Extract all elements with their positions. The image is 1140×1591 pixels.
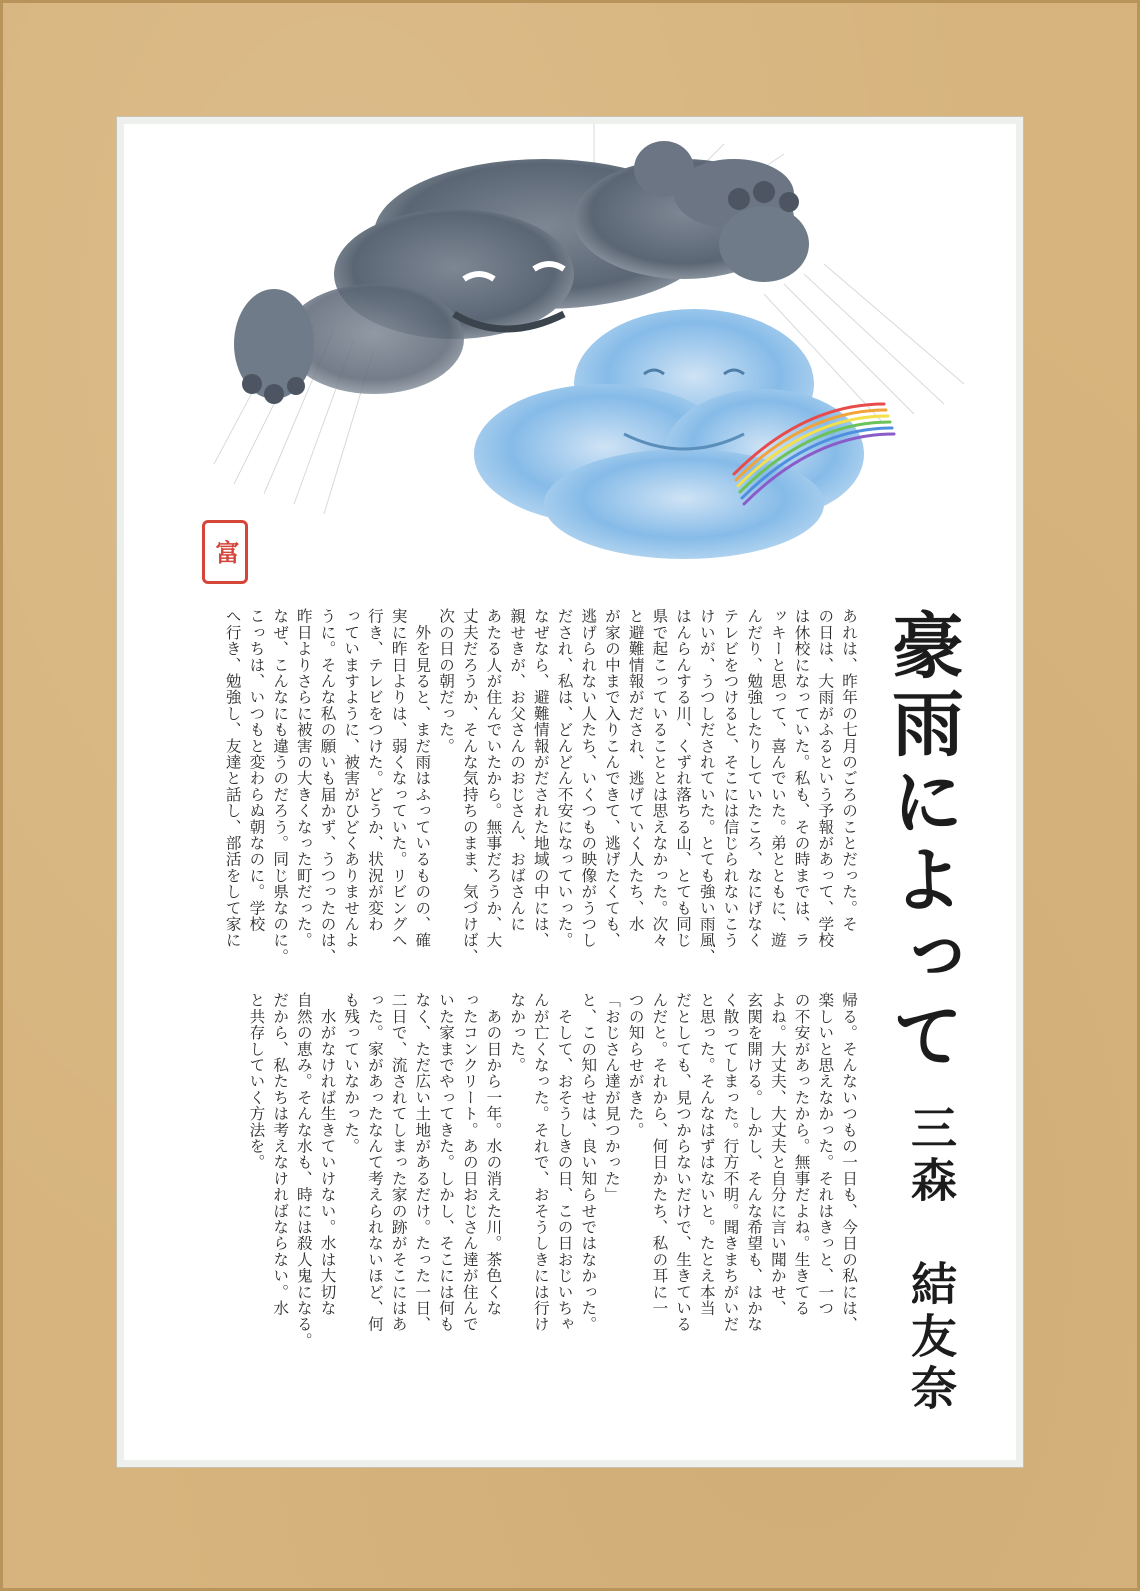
essay-line: あの日から一年。水の消えた川。茶色くな — [484, 992, 503, 1316]
essay-line: く散ってしまった。行方不明。聞きまちがいだ — [721, 992, 740, 1333]
essay-line: 実に昨日よりは、弱くなっていた。リビングへ — [389, 608, 408, 949]
essay-line: と共存していく方法を。 — [247, 992, 266, 1171]
essay-line: の日は、大雨がふるという予報があって、学校 — [816, 608, 835, 949]
essay-line: 楽しいと思えなかった。それはきっと、一つ — [816, 992, 835, 1316]
essay-line: と避難情報がだされ、逃げていく人たち、水 — [626, 608, 645, 932]
essay-line: 玄関を開ける。しかし、そんな希望も、はかな — [745, 992, 764, 1333]
blue-cloud-icon — [474, 309, 864, 559]
essay-line: へ行き、勉強し、友達と話し、部活をして家に — [223, 608, 242, 949]
essay-line: 水がなければ生きていけない。水は大切な — [318, 992, 337, 1316]
essay-line: はんらんする川、くずれ落ちる山、とても同じ — [674, 608, 693, 949]
essay-line: は休校になっていた。私も、その時までは、ラ — [792, 608, 811, 949]
seal-text: 富 — [211, 540, 240, 564]
essay-line: んだり、勉強したりしていたころ、なにげなく — [745, 608, 764, 949]
essay-line: あれは、昨年の七月のごろのことだった。そ — [840, 608, 858, 932]
essay-line: そして、おそうしきの日、この日おじいちゃ — [555, 992, 574, 1333]
essay-line: 次の日の朝だった。 — [437, 608, 456, 754]
essay-line: だから、私たちは考えなければならない。水 — [271, 992, 290, 1316]
essay-line: が家の中まで入りこんできて、逃げたくても、 — [602, 608, 621, 949]
essay-line: よね。大丈夫、大丈夫と自分に言い聞かせ、 — [768, 992, 787, 1316]
essay-line: 二日で、流されてしまった家の跡がそこにはあ — [389, 992, 408, 1333]
essay-line: 外を見ると、まだ雨はふっているものの、確 — [413, 608, 432, 949]
essay-line: っていますように、被害がひどくありませんよ — [342, 608, 361, 949]
essay-line: なぜなら、避難情報がだされた地域の中には、 — [531, 608, 550, 949]
essay-title: 豪雨によって — [880, 608, 965, 1076]
essay-line: の不安があったから。無事だよね。生きてる — [792, 992, 811, 1316]
essay-line: 丈夫だろうか、そんな気持ちのまま、気づけば、 — [460, 608, 479, 965]
essay-line: だされ、私は、どんどん不安になっていった。 — [555, 608, 574, 949]
essay-line: も残っていなかった。 — [342, 992, 361, 1154]
essay-line: った。家があったなんて考えられないほど、何 — [365, 992, 384, 1333]
essay-line: だとしても、見つからないだけで、生きている — [674, 992, 693, 1333]
storm-illustration — [124, 124, 1016, 594]
essay-line: 親せきが、お父さんのおじさん、おばさんに — [508, 608, 527, 932]
essay-line: いた家までやってきた。しかし、そこには何も — [437, 992, 456, 1333]
essay-line: なぜ、こんなにも違うのだろう。同じ県なのに。 — [271, 608, 290, 965]
essay-line: 帰る。そんないつもの一日も、今日の私には、 — [840, 992, 858, 1333]
author-name: 三森 結友奈 — [904, 1104, 958, 1416]
essay-line: と思った。そんなはずはないと。たとえ本当 — [697, 992, 716, 1316]
essay-line: ったコンクリート。あの日おじさん達が住んで — [460, 992, 479, 1333]
essay-line: こっちは、いつもと変わらぬ朝なのに。学校 — [247, 608, 266, 932]
essay-line: なく、ただ広い土地があるだけ。たった一日、 — [413, 992, 432, 1333]
essay-line: 「おじさん達が見つかった」 — [602, 992, 621, 1203]
essay-body-lower — [212, 992, 860, 1354]
essay-line: テレビをつけると、そこには信じられないこう — [721, 608, 740, 949]
essay-line: と、この知らせは、良い知らせではなかった。 — [579, 992, 598, 1333]
essay-line: 県で起こっていることとは思えなかった。次々 — [650, 608, 669, 949]
essay-line: 行き、テレビをつけた。どうか、状況が変わ — [365, 608, 384, 932]
essay-line: なかった。 — [508, 992, 527, 1073]
essay-body-upper — [184, 608, 860, 970]
essay-line: ッキーと思って、喜んでいた。弟とともに、遊 — [768, 608, 787, 949]
artist-seal-stamp — [202, 520, 248, 584]
essay-line: 昨日よりさらに被害の大きくなった町だった。 — [294, 608, 313, 949]
essay-line: つの知らせがきた。 — [626, 992, 645, 1138]
essay-line: んだと。それから、何日かたち、私の耳に一 — [650, 992, 669, 1316]
essay-line: けいが、うつしだされていた。とても強い雨風、 — [697, 608, 716, 965]
essay-line: あたる人が住んでいたから。無事だろうか、大 — [484, 608, 503, 949]
essay-line: うに。そんな私の願いも届かず、うつったのは、 — [318, 608, 337, 965]
essay-line: 逃げられない人たち、いくつもの映像がうつし — [579, 608, 598, 949]
essay-line: 自然の恵み。そんな水も、時には殺人鬼になる。 — [294, 992, 313, 1349]
essay-line: んが亡くなった。それで、おそうしきには行け — [531, 992, 550, 1333]
essay-paper — [124, 124, 1016, 1460]
